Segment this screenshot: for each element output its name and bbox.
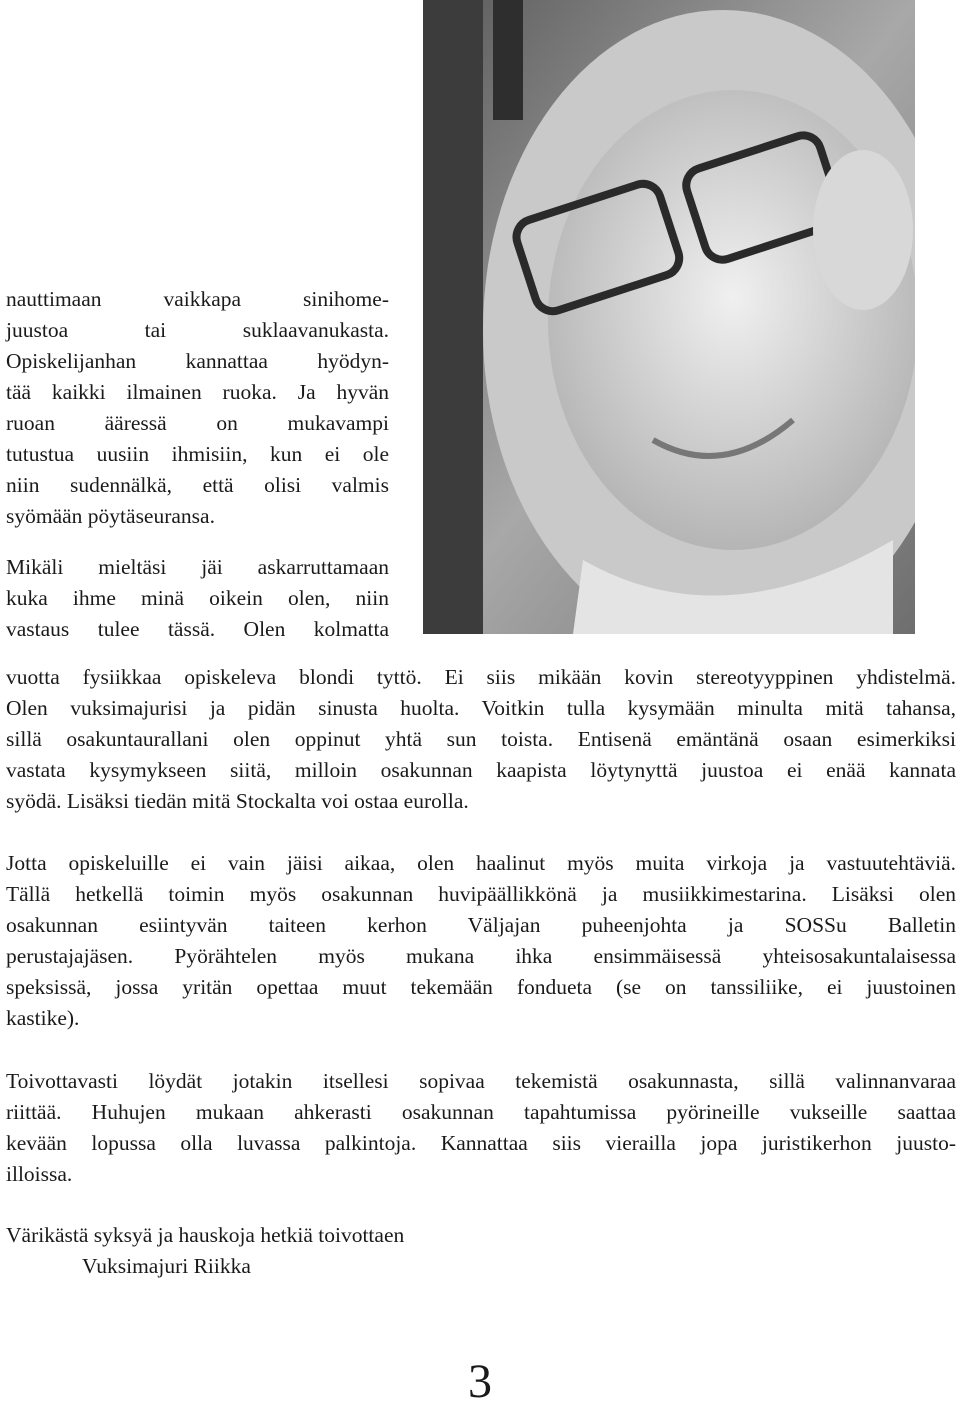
text-line: perustajajäsen. Pyörähtelen myös mukana ihka ensimmäisessä yhteisosakuntalaisessa — [6, 944, 956, 968]
text-line: Toivottavasti löydät jotakin itsellesi sopivaa tekemistä osakunnasta, sillä valinnanvaraa — [6, 1069, 956, 1093]
text-line: vastata kysymykseen siitä, milloin osakunnan kaapista löytynyttä juustoa ei enää kannata — [6, 758, 956, 782]
portrait-photo — [423, 0, 915, 634]
text-line: kevään lopussa olla luvassa palkintoja. Kannattaa siis vierailla jopa juristikerhon juusto- — [6, 1131, 956, 1155]
portrait-photo-icon — [423, 0, 915, 634]
text-line: kuka ihme minä oikein olen, niin — [6, 586, 389, 610]
signature-name: Vuksimajuri Riikka — [82, 1254, 251, 1278]
body-paragraph-3 — [6, 1066, 956, 1190]
text-line: speksissä, jossa yritän opettaa muut tekemään fondueta (se on tanssiliike, ei juustoinen — [6, 975, 956, 999]
text-line: riittää. Huhujen mukaan ahkerasti osakunnan tapahtumissa pyörineille vukseille saattaa — [6, 1100, 956, 1124]
page-number: 3 — [468, 1355, 492, 1408]
signature — [6, 1220, 404, 1282]
text-line: vastaus tulee tässä. Olen kolmatta — [6, 617, 389, 641]
text-line: syödä. Lisäksi tiedän mitä Stockalta voi ostaa eurolla. — [6, 789, 469, 813]
column-paragraph-2 — [6, 552, 389, 645]
text-line: juustoa tai suklaavanukasta. — [6, 318, 389, 342]
text-line: ruoan ääressä on mukavampi — [6, 411, 389, 435]
text-line: Mikäli mieltäsi jäi askarruttamaan — [6, 555, 389, 579]
text-line: syömään pöytäseuransa. — [6, 504, 215, 528]
narrow-column-text — [6, 284, 389, 645]
text-line: tutustua uusiin ihmisiin, kun ei ole — [6, 442, 389, 466]
text-line: osakunnan esiintyvän taiteen kerhon Väljajan puheenjohta ja SOSSu Balletin — [6, 913, 956, 937]
text-line: sillä osakuntaurallani olen oppinut yhtä sun toista. Entisenä emäntänä osaan esimerkiksi — [6, 727, 956, 751]
body-paragraph-1 — [6, 662, 956, 817]
text-line: tää kaikki ilmainen ruoka. Ja hyvän — [6, 380, 389, 404]
text-line: illoissa. — [6, 1162, 73, 1186]
body-paragraph-2 — [6, 848, 956, 1034]
signature-greeting: Värikästä syksyä ja hauskoja hetkiä toivottaen — [6, 1223, 405, 1247]
text-line: niin sudennälkä, että olisi valmis — [6, 473, 389, 497]
column-paragraph-1 — [6, 284, 389, 532]
text-line: nauttimaan vaikkapa sinihome- — [6, 287, 389, 311]
text-line: Opiskelijanhan kannattaa hyödyn- — [6, 349, 389, 373]
text-line: vuotta fysiikkaa opiskeleva blondi tyttö. Ei siis mikään kovin stereotyyppinen yhdistelmä. — [6, 665, 956, 689]
text-line: Tällä hetkellä toimin myös osakunnan huvipäällikkönä ja musiikkimestarina. Lisäksi olen — [6, 882, 956, 906]
text-line: kastike). — [6, 1006, 80, 1030]
text-line: Jotta opiskeluille ei vain jäisi aikaa, olen haalinut myös muita virkoja ja vastuutehtäviä. — [6, 851, 956, 875]
text-line: Olen vuksimajurisi ja pidän sinusta huolta. Voitkin tulla kysymään minulta mitä tahansa, — [6, 696, 956, 720]
